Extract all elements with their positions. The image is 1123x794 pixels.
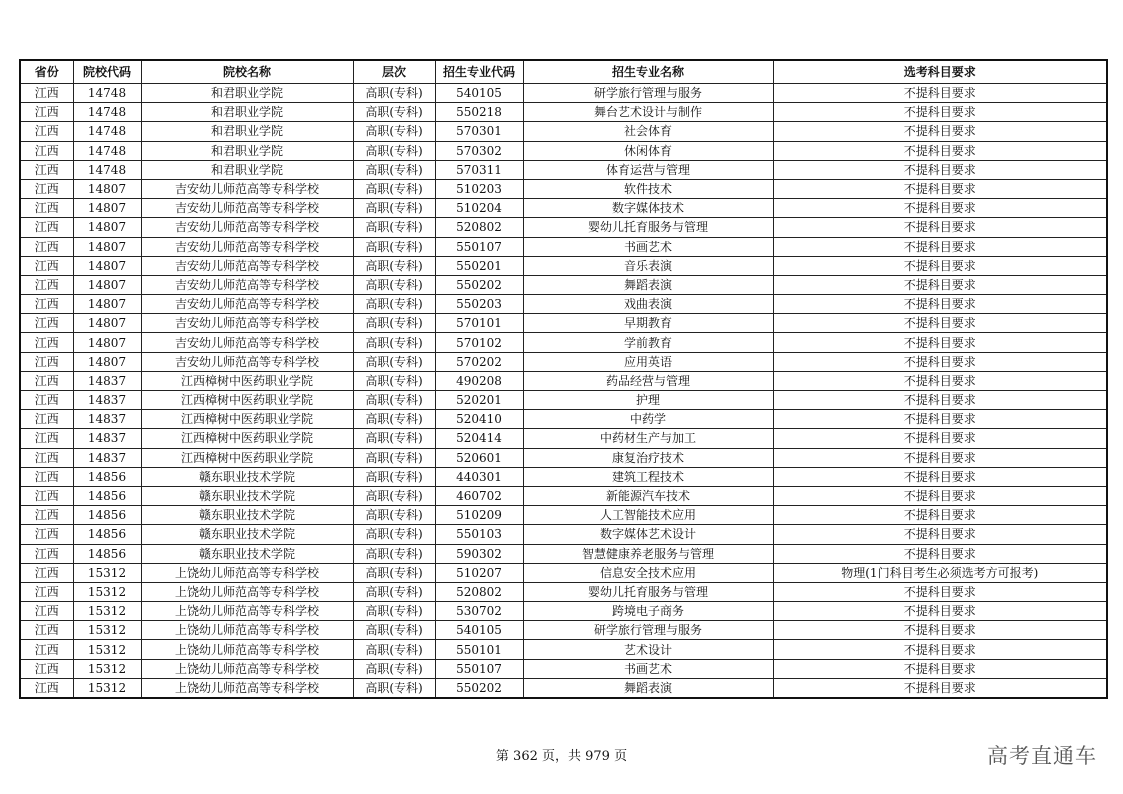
cell-school-code: 14837 [73,429,141,448]
cell-province: 江西 [20,410,73,429]
cell-level: 高职(专科) [353,506,435,525]
cell-major-code: 570202 [435,352,523,371]
cell-subject-requirement: 不提科目要求 [773,84,1107,103]
cell-major-code: 550107 [435,659,523,678]
cell-school-name: 和君职业学院 [141,103,353,122]
cell-province: 江西 [20,352,73,371]
cell-major-name: 书画艺术 [523,659,773,678]
table-row [20,391,1107,410]
cell-school-name: 上饶幼儿师范高等专科学校 [141,563,353,582]
cell-major-code: 520201 [435,391,523,410]
cell-level: 高职(专科) [353,391,435,410]
cell-school-code: 14748 [73,103,141,122]
table-row [20,429,1107,448]
cell-subject-requirement: 不提科目要求 [773,141,1107,160]
cell-level: 高职(专科) [353,582,435,601]
cell-school-code: 14807 [73,237,141,256]
cell-major-name: 舞蹈表演 [523,275,773,294]
cell-major-name: 早期教育 [523,314,773,333]
cell-subject-requirement: 不提科目要求 [773,659,1107,678]
cell-subject-requirement: 不提科目要求 [773,122,1107,141]
table-row [20,659,1107,678]
table-row [20,525,1107,544]
cell-school-name: 江西樟树中医药职业学院 [141,448,353,467]
cell-subject-requirement: 不提科目要求 [773,218,1107,237]
cell-school-name: 吉安幼儿师范高等专科学校 [141,256,353,275]
cell-major-name: 智慧健康养老服务与管理 [523,544,773,563]
cell-subject-requirement: 不提科目要求 [773,352,1107,371]
cell-subject-requirement: 不提科目要求 [773,429,1107,448]
cell-school-name: 吉安幼儿师范高等专科学校 [141,218,353,237]
cell-major-name: 研学旅行管理与服务 [523,621,773,640]
cell-major-name: 建筑工程技术 [523,467,773,486]
cell-level: 高职(专科) [353,122,435,141]
cell-school-code: 14748 [73,84,141,103]
cell-major-name: 婴幼儿托育服务与管理 [523,582,773,601]
cell-major-code: 570102 [435,333,523,352]
cell-major-code: 540105 [435,84,523,103]
table-row [20,314,1107,333]
table-row [20,84,1107,103]
table-row [20,295,1107,314]
cell-school-code: 15312 [73,563,141,582]
cell-level: 高职(专科) [353,275,435,294]
page-number: 第 362 页，共 979 页 [495,749,628,764]
cell-school-code: 14807 [73,179,141,198]
cell-major-code: 550103 [435,525,523,544]
table-row [20,506,1107,525]
cell-subject-requirement: 不提科目要求 [773,621,1107,640]
cell-major-code: 550201 [435,256,523,275]
cell-province: 江西 [20,103,73,122]
cell-subject-requirement: 不提科目要求 [773,467,1107,486]
cell-major-name: 音乐表演 [523,256,773,275]
cell-major-code: 570311 [435,160,523,179]
cell-school-code: 14856 [73,525,141,544]
cell-major-code: 590302 [435,544,523,563]
cell-province: 江西 [20,640,73,659]
cell-subject-requirement: 不提科目要求 [773,179,1107,198]
table-row [20,218,1107,237]
cell-school-code: 15312 [73,602,141,621]
cell-level: 高职(专科) [353,410,435,429]
cell-level: 高职(专科) [353,199,435,218]
cell-level: 高职(专科) [353,160,435,179]
cell-school-code: 15312 [73,582,141,601]
cell-level: 高职(专科) [353,525,435,544]
cell-major-code: 570101 [435,314,523,333]
table-row [20,640,1107,659]
header-school-name: 院校名称 [141,60,353,84]
cell-major-name: 婴幼儿托育服务与管理 [523,218,773,237]
cell-province: 江西 [20,429,73,448]
header-subject-requirement: 选考科目要求 [773,60,1107,84]
cell-subject-requirement: 不提科目要求 [773,391,1107,410]
cell-school-code: 14748 [73,141,141,160]
cell-school-code: 14748 [73,160,141,179]
cell-province: 江西 [20,467,73,486]
admissions-table-container [19,59,1106,699]
table-row [20,582,1107,601]
table-row [20,678,1107,698]
cell-level: 高职(专科) [353,352,435,371]
cell-major-code: 510203 [435,179,523,198]
table-row [20,122,1107,141]
table-row [20,199,1107,218]
cell-level: 高职(专科) [353,103,435,122]
cell-subject-requirement: 不提科目要求 [773,410,1107,429]
cell-school-name: 吉安幼儿师范高等专科学校 [141,237,353,256]
cell-level: 高职(专科) [353,429,435,448]
table-row [20,160,1107,179]
cell-province: 江西 [20,333,73,352]
cell-school-name: 赣东职业技术学院 [141,486,353,505]
cell-school-name: 赣东职业技术学院 [141,467,353,486]
table-row [20,448,1107,467]
cell-major-name: 康复治疗技术 [523,448,773,467]
cell-major-code: 570302 [435,141,523,160]
header-major-code: 招生专业代码 [435,60,523,84]
cell-school-name: 赣东职业技术学院 [141,506,353,525]
cell-school-code: 14856 [73,486,141,505]
cell-major-name: 舞台艺术设计与制作 [523,103,773,122]
cell-province: 江西 [20,582,73,601]
cell-school-name: 上饶幼儿师范高等专科学校 [141,640,353,659]
cell-level: 高职(专科) [353,602,435,621]
cell-major-code: 550101 [435,640,523,659]
cell-major-code: 520601 [435,448,523,467]
cell-subject-requirement: 不提科目要求 [773,199,1107,218]
cell-level: 高职(专科) [353,295,435,314]
cell-major-code: 520802 [435,218,523,237]
cell-level: 高职(专科) [353,467,435,486]
table-row [20,103,1107,122]
cell-school-name: 吉安幼儿师范高等专科学校 [141,295,353,314]
table-row [20,179,1107,198]
cell-major-code: 530702 [435,602,523,621]
cell-province: 江西 [20,179,73,198]
cell-province: 江西 [20,84,73,103]
admissions-table [19,59,1108,699]
cell-major-code: 550218 [435,103,523,122]
cell-school-code: 14856 [73,544,141,563]
cell-school-name: 赣东职业技术学院 [141,544,353,563]
cell-province: 江西 [20,218,73,237]
cell-major-name: 学前教育 [523,333,773,352]
cell-major-code: 510209 [435,506,523,525]
cell-subject-requirement: 不提科目要求 [773,486,1107,505]
cell-school-name: 吉安幼儿师范高等专科学校 [141,333,353,352]
cell-school-code: 14807 [73,295,141,314]
cell-school-name: 吉安幼儿师范高等专科学校 [141,352,353,371]
cell-subject-requirement: 不提科目要求 [773,582,1107,601]
cell-school-code: 14856 [73,467,141,486]
cell-school-code: 14837 [73,410,141,429]
cell-province: 江西 [20,199,73,218]
cell-subject-requirement: 不提科目要求 [773,237,1107,256]
cell-major-name: 数字媒体艺术设计 [523,525,773,544]
cell-province: 江西 [20,122,73,141]
cell-school-name: 江西樟树中医药职业学院 [141,391,353,410]
cell-school-name: 吉安幼儿师范高等专科学校 [141,275,353,294]
cell-major-name: 护理 [523,391,773,410]
cell-major-name: 新能源汽车技术 [523,486,773,505]
cell-level: 高职(专科) [353,179,435,198]
cell-subject-requirement: 不提科目要求 [773,506,1107,525]
cell-school-code: 15312 [73,659,141,678]
header-school-code: 院校代码 [73,60,141,84]
table-row [20,563,1107,582]
cell-level: 高职(专科) [353,448,435,467]
cell-level: 高职(专科) [353,486,435,505]
cell-subject-requirement: 不提科目要求 [773,275,1107,294]
cell-province: 江西 [20,544,73,563]
table-row [20,602,1107,621]
cell-major-code: 550203 [435,295,523,314]
cell-school-name: 上饶幼儿师范高等专科学校 [141,602,353,621]
cell-subject-requirement: 不提科目要求 [773,640,1107,659]
cell-school-name: 和君职业学院 [141,84,353,103]
cell-major-name: 研学旅行管理与服务 [523,84,773,103]
cell-major-name: 书画艺术 [523,237,773,256]
table-row [20,486,1107,505]
cell-school-name: 江西樟树中医药职业学院 [141,429,353,448]
table-row [20,410,1107,429]
cell-province: 江西 [20,678,73,698]
cell-major-code: 540105 [435,621,523,640]
cell-subject-requirement: 不提科目要求 [773,103,1107,122]
cell-subject-requirement: 不提科目要求 [773,602,1107,621]
cell-province: 江西 [20,448,73,467]
cell-major-code: 550202 [435,275,523,294]
cell-subject-requirement: 不提科目要求 [773,525,1107,544]
cell-subject-requirement: 不提科目要求 [773,678,1107,698]
cell-school-name: 上饶幼儿师范高等专科学校 [141,582,353,601]
cell-school-name: 吉安幼儿师范高等专科学校 [141,199,353,218]
table-body [20,84,1107,699]
cell-school-name: 上饶幼儿师范高等专科学校 [141,678,353,698]
cell-school-name: 和君职业学院 [141,160,353,179]
cell-level: 高职(专科) [353,544,435,563]
cell-province: 江西 [20,506,73,525]
cell-school-name: 江西樟树中医药职业学院 [141,371,353,390]
table-row [20,371,1107,390]
cell-major-name: 社会体育 [523,122,773,141]
cell-school-code: 14807 [73,352,141,371]
table-row [20,544,1107,563]
cell-major-name: 软件技术 [523,179,773,198]
cell-school-name: 吉安幼儿师范高等专科学校 [141,314,353,333]
cell-school-name: 和君职业学院 [141,141,353,160]
cell-level: 高职(专科) [353,333,435,352]
cell-major-code: 440301 [435,467,523,486]
cell-level: 高职(专科) [353,256,435,275]
cell-level: 高职(专科) [353,640,435,659]
cell-major-name: 戏曲表演 [523,295,773,314]
cell-province: 江西 [20,659,73,678]
cell-school-name: 上饶幼儿师范高等专科学校 [141,659,353,678]
table-row [20,467,1107,486]
header-major-name: 招生专业名称 [523,60,773,84]
cell-province: 江西 [20,621,73,640]
cell-subject-requirement: 不提科目要求 [773,333,1107,352]
cell-school-code: 14837 [73,391,141,410]
cell-school-code: 14807 [73,199,141,218]
cell-major-name: 中药学 [523,410,773,429]
cell-major-name: 跨境电子商务 [523,602,773,621]
cell-level: 高职(专科) [353,659,435,678]
cell-subject-requirement: 不提科目要求 [773,544,1107,563]
cell-school-code: 14807 [73,314,141,333]
cell-school-name: 赣东职业技术学院 [141,525,353,544]
cell-subject-requirement: 不提科目要求 [773,448,1107,467]
cell-province: 江西 [20,160,73,179]
cell-level: 高职(专科) [353,314,435,333]
cell-major-name: 舞蹈表演 [523,678,773,698]
table-row [20,621,1107,640]
table-row [20,352,1107,371]
cell-province: 江西 [20,237,73,256]
cell-level: 高职(专科) [353,237,435,256]
cell-school-code: 14807 [73,333,141,352]
table-header-row [20,60,1107,84]
cell-major-name: 艺术设计 [523,640,773,659]
cell-school-code: 14807 [73,275,141,294]
table-row [20,275,1107,294]
cell-subject-requirement: 不提科目要求 [773,295,1107,314]
cell-school-code: 14748 [73,122,141,141]
cell-school-name: 上饶幼儿师范高等专科学校 [141,621,353,640]
cell-major-code: 520414 [435,429,523,448]
cell-school-code: 14807 [73,218,141,237]
cell-province: 江西 [20,141,73,160]
cell-major-code: 510204 [435,199,523,218]
cell-level: 高职(专科) [353,621,435,640]
cell-subject-requirement: 不提科目要求 [773,314,1107,333]
cell-major-name: 人工智能技术应用 [523,506,773,525]
table-row [20,333,1107,352]
cell-major-code: 520802 [435,582,523,601]
cell-subject-requirement: 不提科目要求 [773,256,1107,275]
cell-subject-requirement: 物理(1门科目考生必须选考方可报考) [773,563,1107,582]
header-province: 省份 [20,60,73,84]
cell-school-code: 15312 [73,640,141,659]
cell-level: 高职(专科) [353,678,435,698]
cell-province: 江西 [20,486,73,505]
cell-subject-requirement: 不提科目要求 [773,160,1107,179]
cell-major-code: 510207 [435,563,523,582]
table-row [20,256,1107,275]
cell-major-name: 信息安全技术应用 [523,563,773,582]
cell-major-name: 中药材生产与加工 [523,429,773,448]
cell-major-code: 570301 [435,122,523,141]
cell-major-name: 应用英语 [523,352,773,371]
table-row [20,141,1107,160]
cell-level: 高职(专科) [353,141,435,160]
cell-province: 江西 [20,314,73,333]
cell-province: 江西 [20,525,73,544]
cell-subject-requirement: 不提科目要求 [773,371,1107,390]
cell-province: 江西 [20,602,73,621]
cell-major-name: 药品经营与管理 [523,371,773,390]
cell-school-name: 和君职业学院 [141,122,353,141]
cell-province: 江西 [20,256,73,275]
cell-province: 江西 [20,391,73,410]
cell-school-name: 江西樟树中医药职业学院 [141,410,353,429]
header-level: 层次 [353,60,435,84]
cell-school-name: 吉安幼儿师范高等专科学校 [141,179,353,198]
cell-school-code: 14837 [73,371,141,390]
cell-level: 高职(专科) [353,371,435,390]
cell-level: 高职(专科) [353,84,435,103]
cell-major-name: 体育运营与管理 [523,160,773,179]
cell-province: 江西 [20,295,73,314]
cell-major-name: 数字媒体技术 [523,199,773,218]
cell-major-code: 550107 [435,237,523,256]
cell-major-code: 520410 [435,410,523,429]
watermark: 高考直通车 [987,744,1097,768]
cell-province: 江西 [20,563,73,582]
table-row [20,237,1107,256]
cell-major-code: 550202 [435,678,523,698]
cell-major-code: 460702 [435,486,523,505]
cell-province: 江西 [20,371,73,390]
cell-school-code: 15312 [73,678,141,698]
cell-level: 高职(专科) [353,218,435,237]
cell-major-name: 休闲体育 [523,141,773,160]
cell-school-code: 14837 [73,448,141,467]
cell-school-code: 14807 [73,256,141,275]
cell-level: 高职(专科) [353,563,435,582]
cell-school-code: 15312 [73,621,141,640]
cell-school-code: 14856 [73,506,141,525]
cell-province: 江西 [20,275,73,294]
cell-major-code: 490208 [435,371,523,390]
